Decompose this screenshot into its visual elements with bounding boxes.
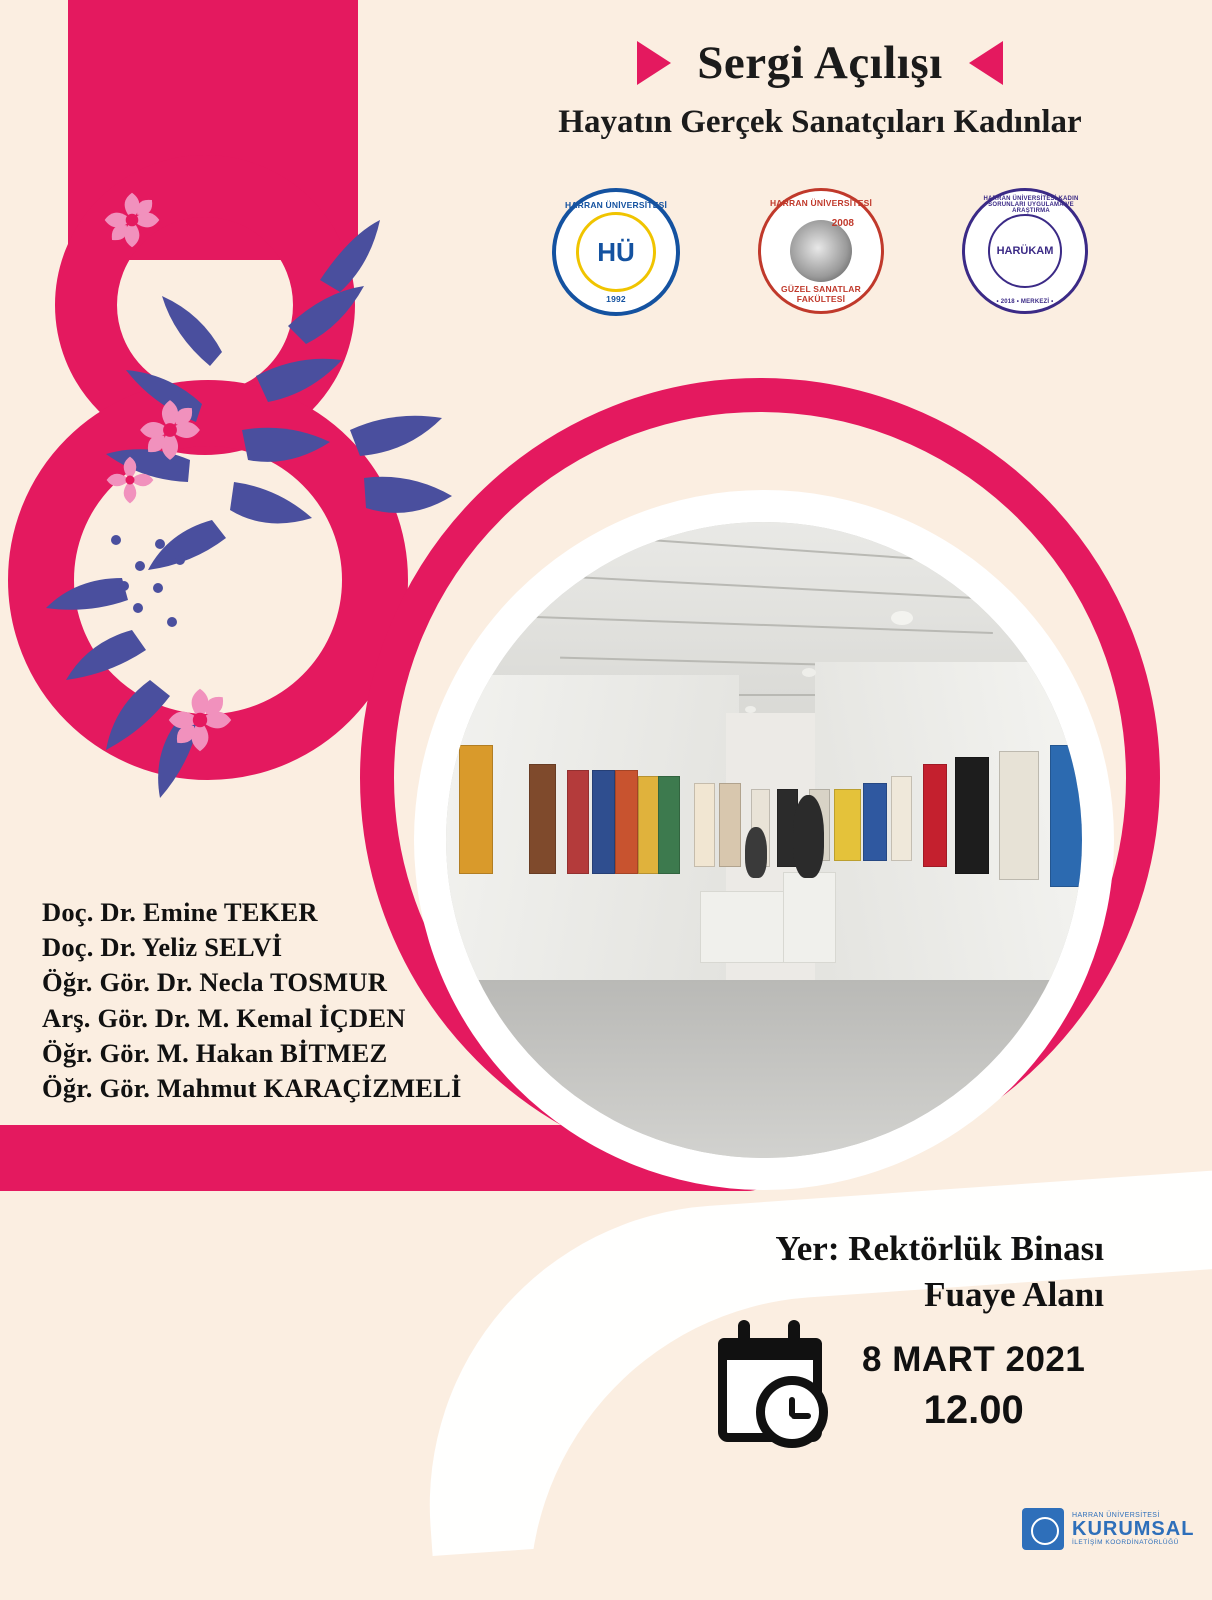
event-time: 12.00 [923, 1387, 1024, 1432]
floral-decoration [20, 130, 490, 810]
logo-row [520, 188, 1120, 316]
logo-center-mark: HARÜKAM [988, 214, 1062, 288]
list-item: Öğr. Gör. Dr. Necla TOSMUR [42, 967, 388, 998]
list-item: Öğr. Gör. M. Hakan BİTMEZ [42, 1037, 388, 1068]
footer-text-bottom: İLETİŞİM KOORDİNATÖRLÜĞÜ [1072, 1539, 1179, 1546]
list-item: Doç. Dr. Yeliz SELVİ [42, 932, 283, 963]
logo-center-mark: HÜ [576, 212, 656, 292]
list-item: Öğr. Gör. Mahmut KARAÇİZMELİ [42, 1073, 462, 1104]
event-date: 8 MART 2021 [862, 1339, 1086, 1379]
footer-logo [1022, 1508, 1194, 1550]
footer-text-main: KURUMSAL [1072, 1518, 1195, 1540]
logo-ring-text: HARRAN ÜNİVERSİTESİ GÜZEL SANATLAR FAKÜLTESİ [769, 198, 873, 304]
logo-ring-text: HARRAN ÜNİVERSİTESİ 1992 [564, 200, 668, 304]
page-title: Sergi Açılışı [697, 37, 943, 89]
gallery-photo [446, 522, 1082, 1158]
datetime-text [862, 1340, 1085, 1433]
photo-plinth [783, 872, 836, 963]
harran-universitesi-logo [552, 188, 680, 316]
photo-plinth [700, 891, 791, 963]
participant-list [42, 895, 462, 1106]
title-row [470, 36, 1170, 90]
logo-center-year: 2008 [831, 218, 854, 229]
venue-block [775, 1226, 1104, 1317]
logo-center-mark [790, 220, 852, 282]
gallery-photo-frame [432, 508, 1096, 1172]
venue-line-2: Fuaye Alanı [924, 1274, 1104, 1314]
kurumsal-iletisim-icon [1022, 1508, 1064, 1550]
list-item: Doç. Dr. Emine TEKER [42, 897, 318, 927]
footer-logo-text [1072, 1512, 1194, 1546]
photo-sculpture [793, 795, 825, 878]
triangle-right-icon [637, 41, 671, 85]
footer-text-top: HARRAN ÜNİVERSİTESİ [1072, 1512, 1160, 1519]
triangle-left-icon [969, 41, 1003, 85]
photo-floor [446, 980, 1082, 1158]
guzel-sanatlar-fakultesi-logo [758, 188, 884, 314]
page-subtitle: Hayatın Gerçek Sanatçıları Kadınlar [558, 104, 1082, 140]
harukam-logo [962, 188, 1088, 314]
photo-sculpture [745, 827, 767, 878]
venue-line-1: Yer: Rektörlük Binası [775, 1229, 1104, 1268]
calendar-clock-icon [718, 1320, 836, 1452]
clock-icon [756, 1376, 828, 1448]
logo-ring-text: HARRAN ÜNİVERSİTESİ KADIN SORUNLARI UYGULAMA VE ARAŞTIRMA • 2018 • MERKEZİ • [983, 196, 1079, 305]
datetime-block [718, 1320, 1085, 1452]
list-item: Arş. Gör. Dr. M. Kemal İÇDEN [42, 1002, 406, 1033]
poster-header [470, 36, 1170, 141]
